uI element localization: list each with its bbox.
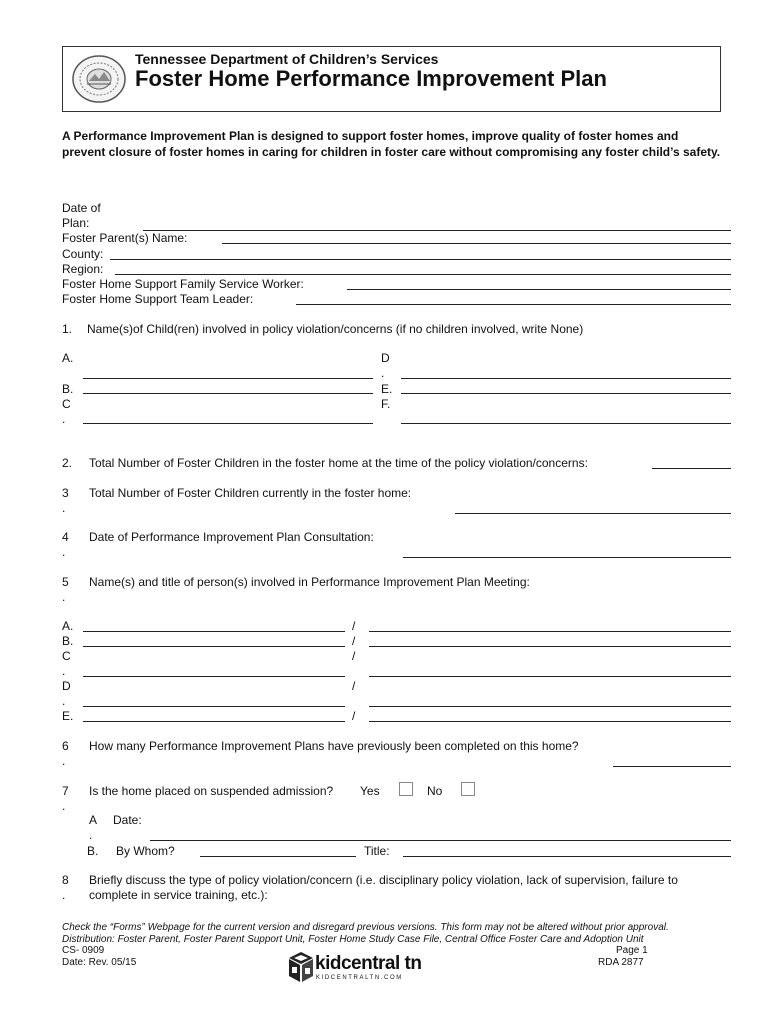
team-leader-label: Foster Home Support Team Leader:: [62, 292, 254, 306]
footer-note: Check the “Forms” Webpage for the current version and disregard previous versions. This form may not be altered without prior approval.: [62, 922, 669, 933]
q2-number: 2.: [62, 456, 73, 470]
q5-c-title-field[interactable]: [369, 676, 731, 677]
kidcentral-logo-url: KIDCENTRALTN.COM: [316, 975, 403, 981]
q5-b-slash: /: [352, 634, 356, 648]
q7-text: Is the home placed on suspended admission?: [89, 784, 334, 798]
q7-dot: .: [62, 799, 66, 813]
q5-e-title-field[interactable]: [369, 721, 731, 722]
q2-text: Total Number of Foster Children in the foster home at the time of the policy violation/concerns:: [89, 456, 588, 470]
q5-a-label: A.: [62, 619, 74, 633]
q5-a-title-field[interactable]: [369, 631, 731, 632]
footer-rda: RDA 2877: [598, 957, 644, 968]
q6-dot: .: [62, 754, 66, 768]
county-label: County:: [62, 247, 104, 261]
kidcentral-logo-text: kidcentral tn: [315, 953, 422, 974]
q6-number: 6: [62, 739, 69, 753]
q8-text-line1: Briefly discuss the type of policy violation/concern (i.e. disciplinary policy violation, lack of supervision, failure to: [89, 873, 678, 887]
q1-b-label: B.: [62, 382, 74, 396]
q1-f-label: F.: [381, 397, 391, 411]
q5-d-dot: .: [62, 694, 66, 708]
q7-yes-checkbox[interactable]: [399, 782, 413, 796]
q7-by-whom-field[interactable]: [200, 856, 356, 857]
q1-f-field[interactable]: [401, 423, 731, 424]
q7-a-dot: .: [89, 828, 93, 842]
region-label: Region:: [62, 262, 104, 276]
region-field[interactable]: [115, 274, 731, 275]
q3-number: 3: [62, 486, 69, 500]
intro-paragraph: A Performance Improvement Plan is designed to support foster homes, improve quality of foster homes and prevent closure of foster homes in caring for children in foster care without compromising any foster child’s safety.: [62, 129, 721, 159]
q7-by-whom-label: By Whom?: [116, 844, 175, 858]
state-seal-icon: [71, 54, 127, 104]
q1-c-label: C: [62, 397, 71, 411]
q7-date-label: Date:: [113, 813, 142, 827]
q1-b-field[interactable]: [83, 393, 373, 394]
q8-dot: .: [62, 888, 66, 902]
q1-text: Name(s)of Child(ren) involved in policy violation/concerns (if no children involved, write None): [87, 322, 584, 336]
kidcentral-cube-icon: [288, 951, 314, 983]
q3-text: Total Number of Foster Children currently in the foster home:: [89, 486, 412, 500]
q7-no-checkbox[interactable]: [461, 782, 475, 796]
q1-d-label: D: [381, 351, 390, 365]
q5-d-slash: /: [352, 679, 356, 693]
q7-yes-label: Yes: [360, 784, 380, 798]
q5-c-label: C: [62, 649, 71, 663]
date-of-label: Date of: [62, 201, 101, 215]
q1-c-field[interactable]: [83, 423, 373, 424]
q5-text: Name(s) and title of person(s) involved in Performance Improvement Plan Meeting:: [89, 575, 530, 589]
q5-d-name-field[interactable]: [83, 706, 345, 707]
footer-form-number: CS- 0909: [62, 945, 105, 956]
foster-parent-label: Foster Parent(s) Name:: [62, 231, 188, 245]
q1-number: 1.: [62, 322, 73, 336]
q5-a-slash: /: [352, 619, 356, 633]
foster-parent-field[interactable]: [222, 243, 731, 244]
q5-b-title-field[interactable]: [369, 646, 731, 647]
q1-d-field[interactable]: [401, 378, 731, 379]
q1-e-field[interactable]: [401, 393, 731, 394]
q3-dot: .: [62, 501, 66, 515]
fsw-label: Foster Home Support Family Service Worker:: [62, 277, 304, 291]
q1-a-field[interactable]: [83, 378, 373, 379]
q1-d-dot: .: [381, 366, 385, 380]
q5-e-name-field[interactable]: [83, 721, 345, 722]
q5-d-label: D: [62, 679, 71, 693]
q5-d-title-field[interactable]: [369, 706, 731, 707]
q5-c-dot: .: [62, 664, 66, 678]
q3-field[interactable]: [455, 513, 731, 514]
q7-number: 7: [62, 784, 69, 798]
q6-text: How many Performance Improvement Plans have previously been completed on this home?: [89, 739, 579, 753]
q7-a-label: A: [89, 813, 98, 827]
q5-a-name-field[interactable]: [83, 631, 345, 632]
q5-b-name-field[interactable]: [83, 646, 345, 647]
department-name: Tennessee Department of Children’s Services: [135, 51, 439, 67]
q5-number: 5: [62, 575, 69, 589]
q8-text-line2: complete in service training, etc.):: [89, 888, 268, 902]
q1-c-dot: .: [62, 412, 66, 426]
q5-e-label: E.: [62, 709, 74, 723]
q5-dot: .: [62, 590, 66, 604]
q1-a-label: A.: [62, 351, 74, 365]
q5-c-slash: /: [352, 649, 356, 663]
q4-field[interactable]: [403, 557, 731, 558]
q5-e-slash: /: [352, 709, 356, 723]
q7-no-label: No: [427, 784, 443, 798]
footer-page: Page 1: [616, 945, 648, 956]
q7-date-field[interactable]: [150, 840, 731, 841]
q6-field[interactable]: [613, 766, 731, 767]
county-field[interactable]: [110, 259, 731, 260]
q5-b-label: B.: [62, 634, 74, 648]
fsw-field[interactable]: [347, 289, 731, 290]
footer-distribution: Distribution: Foster Parent, Foster Parent Support Unit, Foster Home Study Case File, Central Office Foster Care and Adoption Unit: [62, 934, 644, 945]
q7-title-label: Title:: [364, 844, 390, 858]
footer-date-rev: Date: Rev. 05/15: [62, 957, 137, 968]
q7-title-field[interactable]: [403, 856, 731, 857]
q8-number: 8: [62, 873, 69, 887]
q5-c-name-field[interactable]: [83, 676, 345, 677]
q4-number: 4: [62, 530, 69, 544]
q2-field[interactable]: [652, 468, 731, 469]
q4-text: Date of Performance Improvement Plan Consultation:: [89, 530, 374, 544]
q4-dot: .: [62, 545, 66, 559]
date-of-plan-field[interactable]: [143, 230, 731, 231]
form-title: Foster Home Performance Improvement Plan: [135, 66, 607, 91]
plan-label: Plan:: [62, 216, 90, 230]
q1-e-label: E.: [381, 382, 393, 396]
q7-b-label: B.: [87, 844, 99, 858]
team-leader-field[interactable]: [296, 304, 731, 305]
